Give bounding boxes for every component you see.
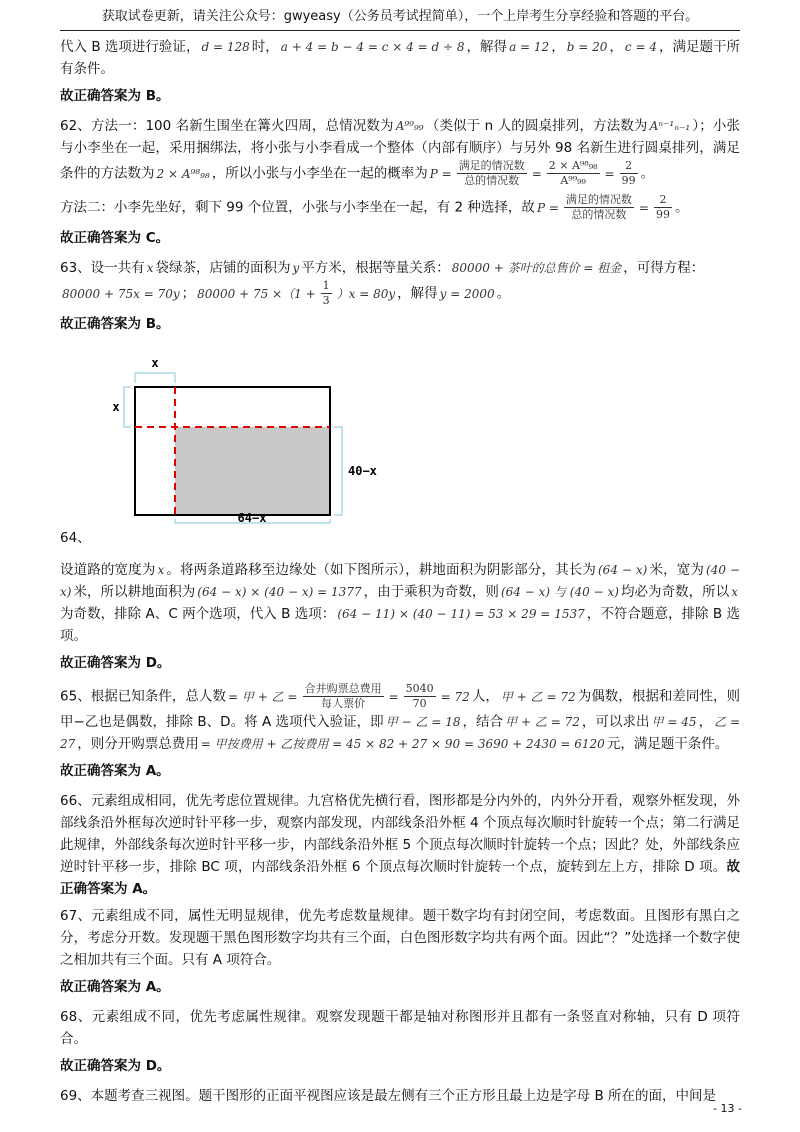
q65-text: ，则分开购票总费用: [77, 736, 199, 752]
q62-method1: [60, 115, 740, 188]
frac-den: 70: [412, 697, 427, 710]
dim-label-bottom: 64−x: [237, 511, 267, 525]
q62-math: =: [604, 166, 615, 181]
frac-num: 满足的情况数: [565, 193, 632, 206]
q62-math: P =: [429, 166, 452, 181]
frac-num: 满足的情况数: [458, 159, 525, 172]
q67-paragraph: 67、元素组成不同，属性无明显规律，优先考虑数量规律。题干数字均有封闭空间，考虑数面。且图形有黑白之分，考虑分开数。发现题干黑色图形数字均共有三个面，白色图形数字均共有两个面。因此“？”处选择一个数字使之相加共有三个面。只有 A 项符合。: [60, 908, 740, 968]
q62-text: 方法二：小李先坐好，剩下 99 个位置，小张与小李坐在一起，有 2 种选择，故: [60, 199, 535, 216]
q63-text: ，解得: [397, 285, 438, 302]
q65-math: 甲 + 乙 = 72: [505, 715, 580, 729]
q62-text: （类似于 n 人的圆桌排列，方法数为: [425, 118, 648, 134]
q64-figure: [60, 345, 740, 527]
q63-math: y = 2000: [439, 286, 495, 301]
q68-paragraph: 68、元素组成不同，优先考虑属性规律。观察发现题干都是轴对称图形并且都有一条竖直对称轴，只有 D 项符合。: [60, 1009, 740, 1047]
intro-answer: 故正确答案为 B。: [60, 88, 170, 104]
q64-answer: 故正确答案为 D。: [60, 655, 171, 671]
intro-math: d = 128: [201, 40, 250, 54]
q63-math: 80000 + 茶叶的总售价 = 租金: [451, 261, 622, 275]
dim-label-left: x: [112, 400, 120, 414]
frac-num: 合并购票总费用: [304, 682, 382, 695]
frac-num: 5040: [405, 682, 434, 695]
q64-math: (64 − x): [598, 563, 648, 577]
page-body: [60, 36, 740, 1112]
q64-math: (40 − x): [60, 563, 741, 599]
q65-text: 元，满足题干条件。: [606, 736, 729, 752]
road-diagram: [60, 345, 400, 527]
q62-text: ，所以小张与小李坐在一起的概率为: [211, 165, 428, 182]
q66-answer: 故正确答案为 A。: [60, 859, 740, 897]
q65-answer: 故正确答案为 A。: [60, 763, 170, 779]
q63-answer: 故正确答案为 B。: [60, 316, 170, 332]
dim-label-top: x: [151, 356, 159, 370]
page-header: 获取试卷更新，请关注公众号：gwyeasy（公务员考试捏简单），一个上岸考生分享经验和答题的平台。: [60, 8, 740, 31]
q62-text: ）；小张与小李坐在一起，采用捆绑法，将小张与小李看成一个整体（内部有顺序）与另外 98 名新生进行圆桌排列，满足条件的方法数为: [60, 118, 741, 182]
q65-text: 为偶数，根据和差同性，则甲−乙也是偶数，排除 B、D。将 A 选项代入验证，即: [60, 688, 740, 730]
q63-math: y: [292, 261, 300, 275]
q64-text: ，不符合题意，排除 B 选项。: [60, 606, 741, 644]
q64-math: (64 − 11) × (40 − 11) = 53 × 29 = 1537: [337, 607, 585, 621]
intro-math: a = 12: [509, 40, 550, 54]
q64-math: (64 − x) × (40 − x) = 1377: [197, 585, 362, 599]
intro-text: ，满足题干所有条件。: [60, 39, 741, 77]
intro-text: 时，: [251, 39, 279, 55]
q63-text: 袋绿茶，店铺的面积为: [155, 260, 291, 276]
frac-num: 2: [654, 193, 672, 208]
q65-fraction: [404, 682, 436, 711]
q63-math: 80000 + 75 ×（1 +: [197, 286, 316, 301]
frac-den: A⁹⁹₉₉: [560, 174, 586, 187]
left-dimension: [124, 387, 131, 427]
q65-text: ，: [698, 714, 713, 730]
q64-text: 。将两条道路移至边缘处（如下图所示），耕地面积为阴影部分，其长为: [166, 562, 596, 578]
q62-math: =: [531, 166, 542, 181]
intro-text: 代入 B 选项进行验证，: [60, 39, 200, 55]
q65-math: = 72: [440, 689, 470, 704]
q62-fraction: [620, 159, 638, 188]
q65-math: 甲 + 乙 = 72: [500, 689, 576, 704]
q62-answer: 故正确答案为 C。: [60, 230, 170, 246]
q64-text: 米，宽为: [649, 562, 705, 578]
q64-text: ，由于乘积为奇数，则: [363, 584, 499, 600]
q63-text: 平方米，根据等量关系：: [301, 260, 450, 276]
intro-math: a + 4 = b − 4 = c × 4 = d ÷ 8: [280, 40, 465, 54]
frac-den: 每人票价: [321, 697, 366, 710]
q63-math: ）x = 80y: [336, 286, 396, 301]
page-number: - 13 -: [713, 1102, 742, 1115]
q64-text: 米，所以耕地面积为: [73, 584, 196, 600]
intro-paragraph: [60, 36, 740, 80]
intro-text: ，解得: [466, 39, 508, 55]
q62-math: 2 × A⁹⁸₉₈: [156, 166, 210, 181]
q62-text: 。: [640, 165, 655, 182]
q69-paragraph: 69、本题考查三视图。题干图形的正面平视图应该是最左侧有三个正方形且最上边是字母 B 所在的面，中间是: [60, 1088, 717, 1104]
q62-fraction: [654, 193, 672, 222]
q62-text: 。: [674, 199, 689, 216]
q63-paragraph: [60, 257, 740, 308]
q62-math: A⁹⁹₉₉: [395, 119, 424, 133]
q65-math: 甲 − 乙 = 18: [385, 715, 461, 729]
q62-fraction: [564, 193, 634, 222]
q65-fraction: [303, 682, 384, 711]
q65-math: = 甲 + 乙 =: [228, 689, 298, 704]
q64-paragraph: [60, 559, 740, 647]
q68-answer: 故正确答案为 D。: [60, 1058, 171, 1074]
q62-fraction: [547, 159, 600, 188]
q66-paragraph: [60, 790, 740, 900]
right-dimension: [334, 427, 342, 515]
q65-text: ，结合: [462, 714, 504, 730]
q64-math: x: [731, 585, 739, 599]
frac-den: 3: [322, 294, 330, 307]
frac-num: 2 × A⁹⁸₉₈: [548, 159, 598, 172]
q64-text: 均必为奇数，所以: [620, 584, 730, 600]
q65-text: 人，: [471, 688, 499, 705]
q63-text: ；: [181, 285, 196, 302]
q63-fraction: [321, 279, 332, 308]
dim-label-right: 40−x: [348, 464, 377, 478]
q67-answer: 故正确答案为 A。: [60, 979, 170, 995]
top-dimension: [135, 373, 175, 383]
q65-text: ，可以求出: [581, 714, 650, 730]
q64-text: 为奇数，排除 A、C 两个选项，代入 B 选项：: [60, 606, 336, 622]
q64-math: x: [157, 563, 165, 577]
q64-number: 64、: [60, 530, 91, 546]
q65-text: 65、根据已知条件，总人数: [60, 688, 226, 705]
frac-num: 1: [322, 279, 330, 292]
q65-math: 乙 = 27: [60, 715, 741, 751]
q64-math: (64 − x) 与 (40 − x): [500, 585, 619, 599]
q62-fraction: [457, 159, 527, 188]
q65-math: =: [388, 689, 399, 704]
frac-den: 总的情况数: [464, 174, 520, 187]
q63-text: 63、设一共有: [60, 260, 145, 276]
intro-text: ，: [609, 39, 623, 55]
q63-text: ，可得方程：: [623, 260, 705, 276]
frac-den: 总的情况数: [571, 208, 627, 221]
q62-math: Aⁿ⁻¹ₙ₋₁: [649, 119, 691, 133]
q62-text: 62、方法一：100 名新生围坐在篝火四周，总情况数为: [60, 118, 394, 134]
q62-math: P =: [536, 200, 559, 215]
intro-math: c = 4: [624, 40, 657, 54]
intro-math: b = 20: [566, 40, 608, 54]
q65-paragraph: [60, 682, 740, 755]
q64-text: 设道路的宽度为: [60, 562, 156, 578]
q63-math: x: [146, 261, 154, 275]
q66-text: 66、元素组成相同，优先考虑位置规律。九宫格优先横行看，图形都是分内外的，内外分开看，观察外框发现，外部线条沿外框每次逆时针平移一步，观察内部发现，内部线条沿外框 4 个顶点每次顺时针旋转一个点；第二行满足此规律，外部线条每次逆时针平移一步，内部线条沿外框 5 个顶点每次顺时针旋转一个点；因此？处，外部线条应逆时针平移一步，排除 BC 项，内部线条沿外框 6 个顶点每次顺时针旋转一个点，旋转到左上方，排除 D 项。: [60, 793, 740, 875]
q65-math: = 甲按费用 + 乙按费用 = 45 × 82 + 27 × 90 = 3690 + 2430 = 6120: [200, 737, 605, 751]
frac-num: 2: [620, 159, 638, 174]
intro-text: ，: [551, 39, 565, 55]
q63-text: 。: [496, 285, 511, 302]
q62-method2: [60, 193, 740, 222]
q63-math: 80000 + 75x = 70y: [62, 286, 180, 301]
q65-math: 甲 = 45: [651, 715, 697, 729]
q62-math: =: [638, 200, 649, 215]
frac-den: 99: [655, 208, 670, 221]
frac-den: 99: [621, 174, 636, 187]
shaded-area: [175, 427, 330, 515]
